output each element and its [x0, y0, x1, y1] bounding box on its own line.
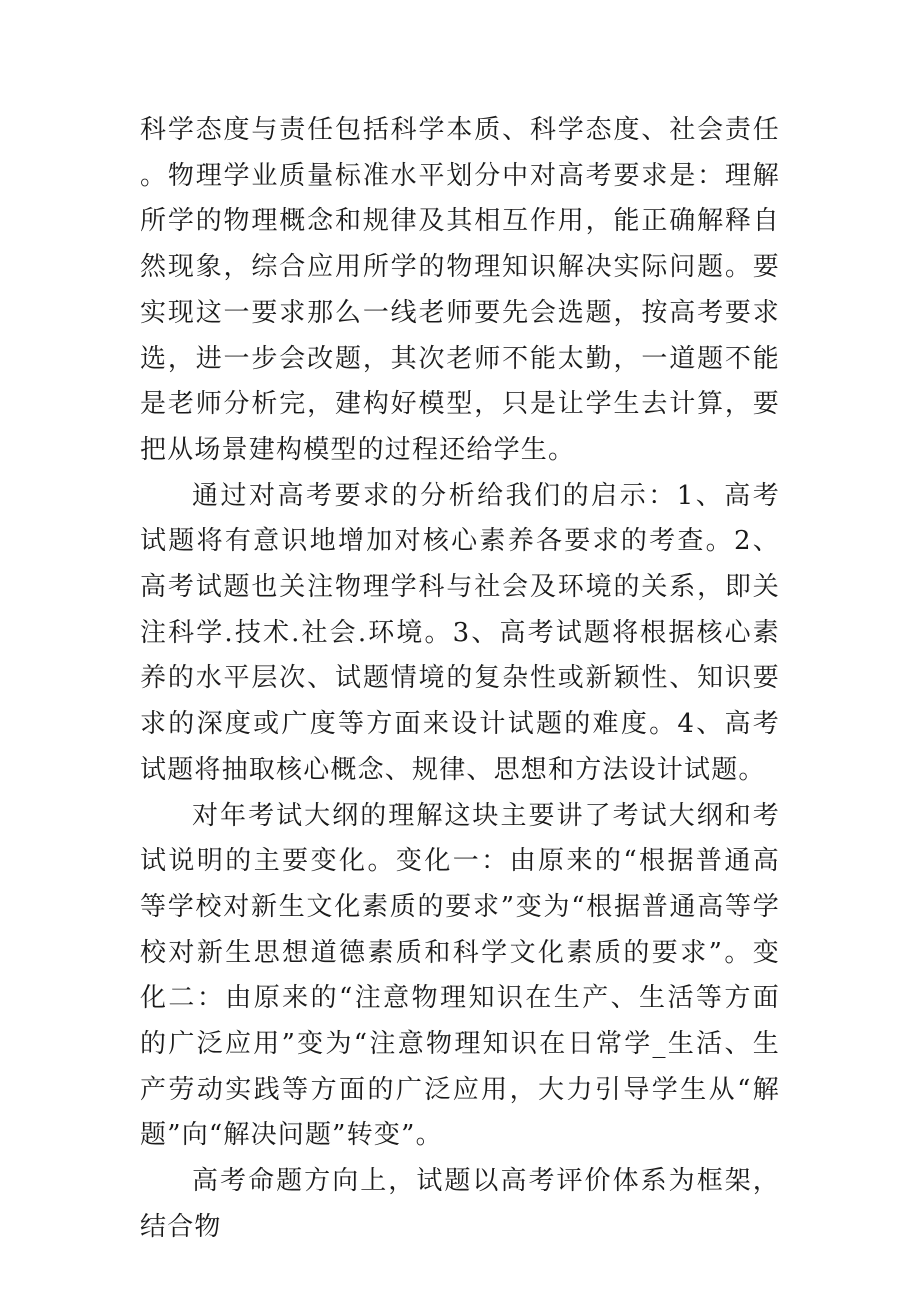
paragraph-4: 高考命题方向上，试题以高考评价体系为框架，结合物	[140, 1166, 780, 1242]
paragraph-1: 科学态度与责任包括科学本质、科学态度、社会责任。物理学业质量标准水平划分中对高考要求是：理解所学的物理概念和规律及其相互作用，能正确解释自然现象，综合应用所学的物理知识解决实际问题。要实现这一要求那么一线老师要先会选题，按高考要求选，进一步会改题，其次老师不能太勤，一道题不能是老师分析完，建构好模型，只是让学生去计算，要把从场景建构模型的过程还给学生。	[140, 115, 780, 465]
paragraph-2: 通过对高考要求的分析给我们的启示：1、高考试题将有意识地增加对核心素养各要求的考查。2、高考试题也关注物理学科与社会及环境的关系，即关注科学.技术.社会.环境。3、高考试题将根据核心素养的水平层次、试题情境的复杂性或新颖性、知识要求的深度或广度等方面来设计试题的难度。4、高考试题将抽取核心概念、规律、思想和方法设计试题。	[140, 480, 780, 785]
document-page	[140, 108, 780, 1251]
paragraph-3: 对年考试大纲的理解这块主要讲了考试大纲和考试说明的主要变化。变化一：由原来的“根据普通高等学校对新生文化素质的要求”变为“根据普通高等学校对新生思想道德素质和科学文化素质的要求”。变化二：由原来的“注意物理知识在生产、生活等方面的广泛应用”变为“注意物理知识在日常学_生活、生产劳动实践等方面的广泛应用，大力引导学生从“解题”向“解决问题”转变”。	[140, 800, 780, 1151]
